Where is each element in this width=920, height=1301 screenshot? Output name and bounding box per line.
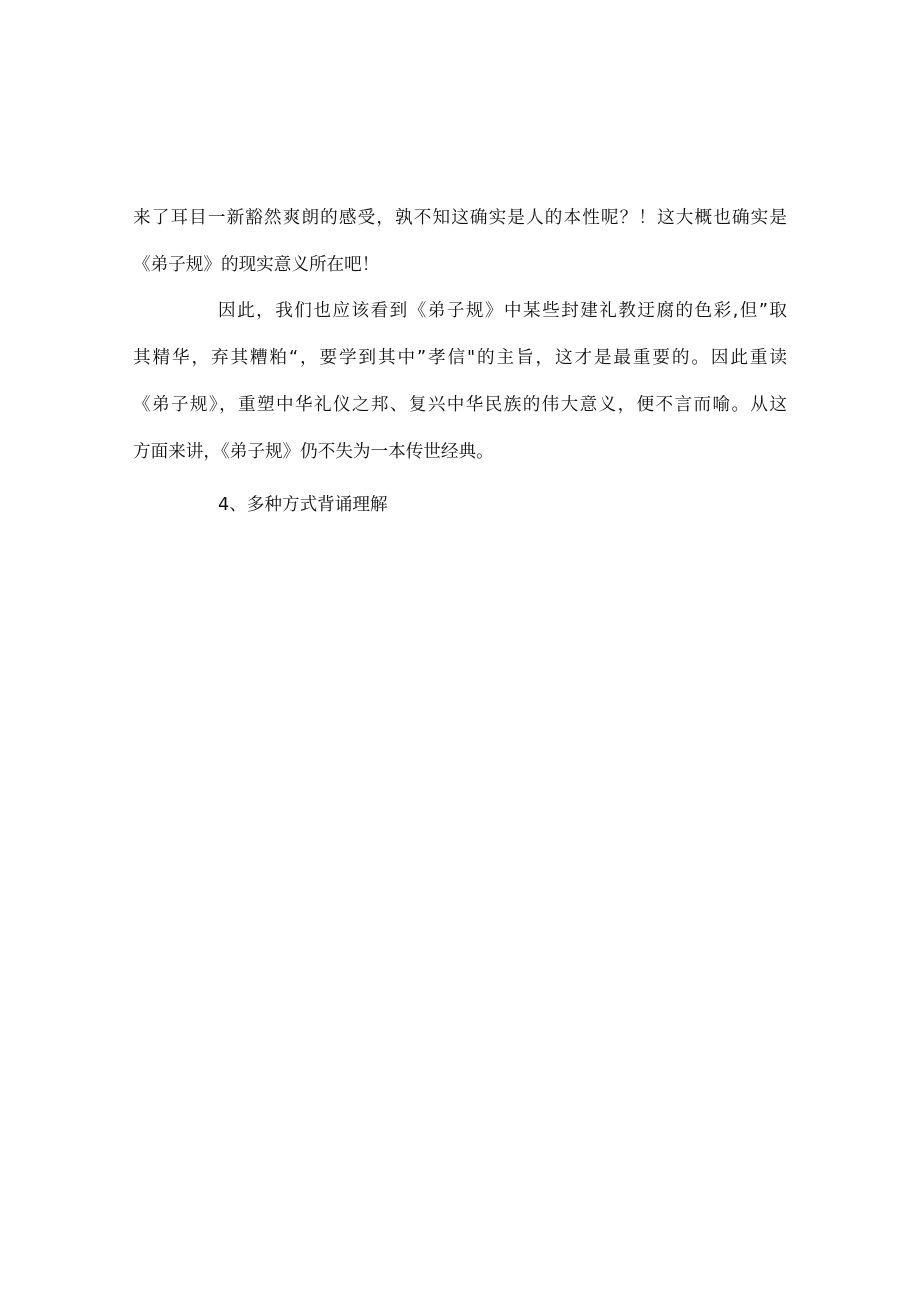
paragraph-line-6: 方面来讲，《弟子规》仍不失为一本传世经典。 bbox=[133, 442, 494, 462]
paragraph-line-4: 其精华，弃其糟粕“，要学到其中”孝信"的主旨，这才是最重要的。因此重读 bbox=[133, 348, 787, 368]
paragraph-line-5: 《弟子规》，重塑中华礼仪之邦、复兴中华民族的伟大意义，便不言而喻。从这 bbox=[133, 395, 787, 415]
section-heading: 4、多种方式背诵理解 bbox=[218, 495, 388, 515]
paragraph-line-3: 因此，我们也应该看到《弟子规》中某些封建礼教迂腐的色彩,但”取 bbox=[218, 301, 787, 321]
paragraph-line-1: 来了耳目一新豁然爽朗的感受，孰不知这确实是人的本性呢？！这大概也确实是 bbox=[133, 208, 787, 228]
paragraph-line-2: 《弟子规》的现实意义所在吧！ bbox=[133, 255, 380, 275]
